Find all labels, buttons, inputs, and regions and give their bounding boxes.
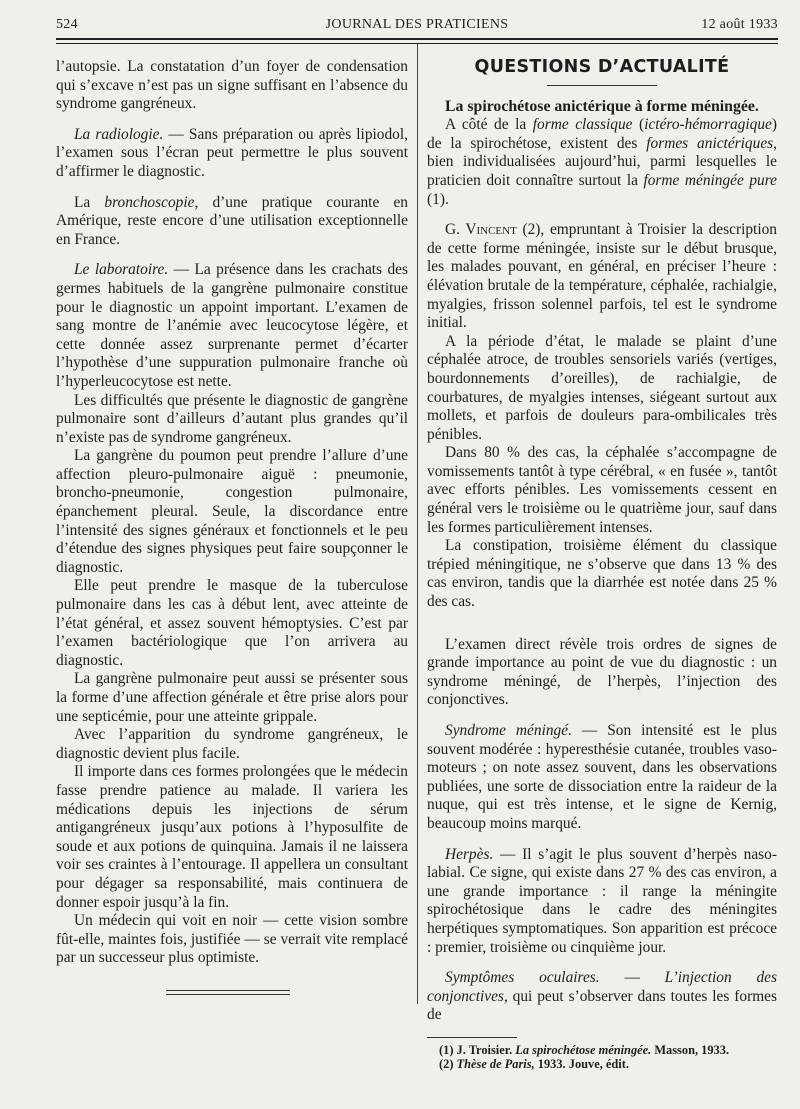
paragraph-text: , qui peut s’observer dans toutes les formes de — [427, 987, 777, 1024]
column-divider — [417, 44, 418, 1004]
paragraph: Dans 80 % des cas, la céphalée s’accompagne de vomissements tantôt à type cérébral, « en fusée », tantôt avec efforts pénibles. Les vomissements cessent en général vers le troisième ou le quatrième jour, sauf dans les formes particulièrement intenses. — [427, 444, 777, 536]
footnote-rule — [427, 1037, 517, 1038]
subheading-laboratoire: Le laboratoire. — [74, 261, 169, 279]
paragraph: La constipation, troisième élément du classique trépied méningitique, ne s’observe que dans 13 % des cas environ, tandis que la diarrhée est notée dans 25 % des cas. — [427, 537, 777, 611]
term: formes anictériques — [646, 134, 774, 152]
author-name: G. Vincent — [445, 221, 517, 239]
paragraph-radiologie — [56, 126, 408, 182]
paragraph-herpes — [427, 846, 777, 958]
issue-date: 12 août 1933 — [701, 17, 778, 32]
text: (1) J. Troisier. — [439, 1042, 516, 1057]
left-column — [56, 58, 408, 998]
text: (2) — [439, 1057, 457, 1072]
term: Thèse de Paris, — [456, 1057, 535, 1072]
subheading-oculaires: Symptômes oculaires. — [445, 969, 600, 987]
article-title: La spirochétose anictérique à forme méningée. — [445, 97, 759, 115]
paragraph: Il importe dans ces formes prolongées que le médecin fasse prendre patience au malade. Il variera les médications depuis les injections de sérum antigangréneux jusqu’aux potions à l’hyposulfite de soude et aux potions de quinquina. Jamais il ne laissera voir ses craintes à l’entourage. Il appellera un consultant pour dégager sa responsabilité, mais continuera de donner espoir jusqu’à la fin. — [56, 763, 408, 911]
end-rule — [166, 990, 290, 991]
term: forme classique — [532, 116, 633, 134]
term: L’injection des conjonctives — [427, 969, 777, 1005]
running-head — [56, 17, 778, 39]
term: forme méningée pure — [643, 171, 777, 189]
end-of-article-rules — [166, 990, 290, 995]
page-number: 524 — [56, 17, 78, 32]
right-column — [427, 58, 777, 1072]
paragraph: Un médecin qui voit en noir — cette vision sombre fût-elle, maintes fois, justifiée — se verrait vite remplacé par un successeur plus optimiste. — [56, 912, 408, 967]
paragraph: La gangrène pulmonaire peut aussi se présenter sous la forme d’une affection générale et être prise alors pour une septicémie, pour une atteinte grippale. — [56, 670, 408, 725]
paragraph-laboratoire — [56, 261, 408, 391]
paragraph-text: (2), empruntant à Troisier la description de cette forme méningée, insiste sur le début brusque, les malades pouvant, en général, en préciser l’heure : élévation brutale de la température, céphalée, rachialgie, myalgies, frisson solennel parfois, tel est le syndrome initial. — [427, 221, 777, 332]
section-title-rule — [547, 85, 657, 86]
paragraph-text: — Sans préparation ou après lipiodol, l’examen sous l’écran peut permettre le plus souvent d’affirmer le diagnostic. — [56, 125, 408, 180]
paragraph-intro — [427, 116, 777, 209]
paragraph: L’examen direct révèle trois ordres de signes de grande importance au point de vue du diagnostic : un syndrome méningé, de l’herpès, l’injection des conjonctives. — [427, 635, 777, 709]
subheading-herpes: Herpès. — [445, 845, 494, 863]
subheading-radiologie: La radiologie. — [74, 125, 164, 143]
paragraph: A la période d’état, le malade se plaint d’une céphalée atroce, de troubles sensoriels variés (vertiges, bourdonnements d’oreilles), de rachialgie, de courbatures, de myalgies intenses, siégeant surtout aux mollets, et parfois de douleurs para-ombilicales très pénibles. — [427, 332, 777, 443]
footnotes — [427, 1043, 777, 1072]
text: A côté de la — [445, 116, 533, 134]
text: Masson, 1933. — [651, 1042, 730, 1057]
journal-title: JOURNAL DES PRATICIENS — [325, 17, 509, 32]
section-title: QUESTIONS D’ACTUALITÉ — [474, 57, 730, 77]
subheading-syndrome: Syndrome méningé. — [445, 722, 572, 739]
paragraph-bronchoscopie — [56, 194, 408, 250]
text: ( — [632, 116, 645, 134]
paragraph: Avec l’apparition du syndrome gangréneux, le diagnostic devient plus facile. — [56, 726, 408, 762]
text: — — [599, 969, 665, 987]
footnote-1 — [427, 1043, 777, 1058]
paragraph-oculaires — [427, 969, 777, 1025]
term: ictéro-hémorragique — [644, 116, 772, 134]
paragraph: La gangrène du poumon peut prendre l’allure d’une affection pleuro-pulmonaire aiguë : pneumonie, broncho-pneumonie, congestion pulmonaire, épanchement pleural. Seule, la discordance entre l’intensité des signes généraux et fonctionnels et le peu d’étendue des signes physiques peut faire soupçonner le diagnostic. — [56, 447, 408, 576]
paragraph-text: La — [74, 193, 105, 211]
term: La spirochétose méningée. — [515, 1042, 652, 1057]
text: 1933. Jouve, édit. — [534, 1057, 629, 1072]
paragraph: l’autopsie. La constatation d’un foyer de condensation qui s’excave n’est pas un signe suffisant en l’absence du syndrome gangréneux. — [56, 58, 408, 113]
footnote-2 — [427, 1057, 777, 1072]
end-rule — [166, 994, 290, 995]
paragraph: Elle peut prendre le masque de la tuberculose pulmonaire dans les cas à début lent, avec atteinte de l’état général, et assez souvent hémoptysies. C’est par l’examen bactériologique que l’on arrivera au diagnostic. — [56, 577, 408, 669]
footnote-ref: (1). — [427, 190, 449, 208]
text: ) de la spirochétose, existent des — [427, 116, 777, 152]
paragraph-text: — La présence dans les crachats des germes habituels de la gangrène pulmonaire constitue pour le diagnostic un appoint important. L’examen de sang montre de l’anémie avec leucocytose légère, et cette donnée assez surprenante permet d’écarter l’hypothèse d’une suppuration pulmonaire franche où l’hyperleucocytose est nette. — [56, 261, 408, 390]
text: , bien individualisées aujourd’hui, parmi lesquelles le praticien doit connaître surtout la — [427, 134, 777, 189]
paragraph-syndrome — [427, 722, 777, 834]
paragraph-text: — Il s’agit le plus souvent d’herpès naso-labial. Ce signe, qui existe dans 27 % des cas environ, a une grande importance : il range la méningite spirochétosique dans le cadre des méningites herpétiques symptomatiques. Son apparition est précoce : premier, troisième ou cinquième jour. — [427, 845, 777, 956]
paragraph: Les difficultés que présente le diagnostic de gangrène pulmonaire sont d’ailleurs d’autant plus grandes qu’il n’existe pas de syndrome gangréneux. — [56, 391, 408, 446]
paragraph-vincent — [427, 221, 777, 333]
term-bronchoscopie: bronchoscopie, — [104, 193, 199, 211]
paragraph-text: d’une pratique courante en Amérique, reste encore d’une utilisation exceptionnelle en France. — [56, 193, 408, 248]
paragraph-text: — Son intensité est le plus souvent modérée : hyperesthésie cutanée, troubles vaso-moteurs ; on note assez souvent, dans les observations publiées, une sorte de dissociation entre la raideur de la nuque, qui est très intense, et le signe de Kernig, beaucoup moins marqué. — [427, 722, 777, 832]
